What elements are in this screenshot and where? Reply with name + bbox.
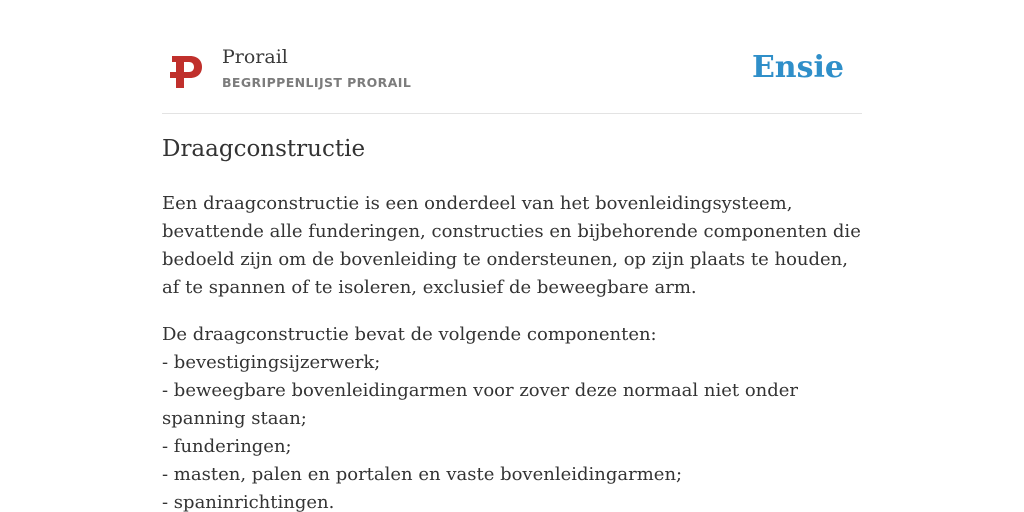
entry-paragraph-definition: Een draagconstructie is een onderdeel van het bovenleidingsysteem, bevattende alle funderingen, constructies en bijbehorende componenten die bedoeld zijn om de bovenleiding te ondersteunen, op zijn plaats te houden, af te spannen of te isoleren, exclusief de beweegbare arm. [162, 193, 861, 298]
entry-body [162, 190, 862, 512]
header [162, 40, 862, 114]
prorail-p-logo-icon[interactable] [168, 52, 204, 92]
brand-name[interactable]: Prorail [222, 46, 288, 68]
entry-title: Draagconstructie [162, 136, 366, 162]
entry-paragraph-components: De draagconstructie bevat de volgende componenten: - bevestigingsijzerwerk; - beweegbare bovenleidingarmen voor zover deze normaal niet onder spanning staan; - funderingen; - masten, palen en portalen en vaste bovenleidingarmen; - spaninrichtingen. [162, 324, 799, 512]
ensie-logo-link[interactable]: Ensie [751, 50, 844, 85]
brand-subtitle[interactable]: BEGRIPPENLIJST PRORAIL [222, 75, 412, 90]
